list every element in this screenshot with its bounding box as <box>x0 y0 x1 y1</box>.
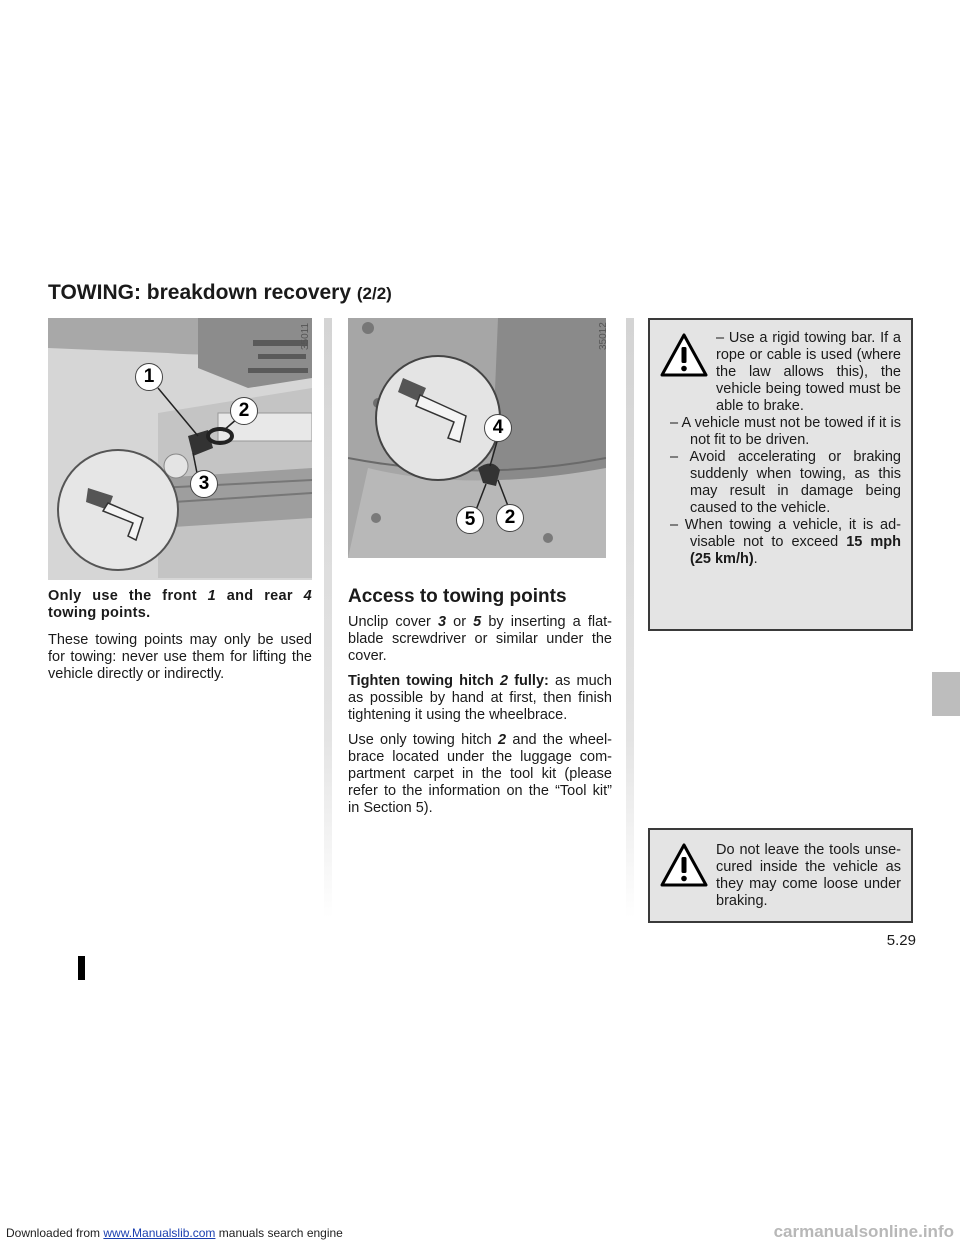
title-page-indicator: (2/2) <box>356 284 392 303</box>
warning-item-4-text: – When towing a vehicle, it is ad-visable not to exceed <box>670 517 901 550</box>
manualslib-link[interactable]: www.Manualslib.com <box>103 1226 216 1240</box>
warning-box-tools <box>648 828 913 923</box>
p1-ref-5: 5 <box>473 614 482 630</box>
intro-part-c: towing points. <box>48 605 151 621</box>
figure-code-left: 35011 <box>300 322 311 350</box>
speed-limit: 15 mph (25 km/h) <box>690 534 901 567</box>
tighten-hitch-para <box>348 673 612 724</box>
p3-ref-2: 2 <box>498 732 507 748</box>
unclip-cover-para <box>348 614 612 665</box>
p1-part-c: by inserting a flat-blade screwdriver or similar under the cover. <box>348 614 613 664</box>
intro-ref-1: 1 <box>207 588 216 604</box>
column-divider-2 <box>626 318 634 918</box>
section-tab <box>932 672 960 716</box>
intro-part-b: and rear <box>215 588 304 604</box>
p3-part-a: Use only towing hitch <box>348 732 499 748</box>
p2-bold: Tighten towing hitch <box>348 673 500 689</box>
footer-suffix: manuals search engine <box>215 1226 343 1240</box>
page-number: 5.29 <box>886 932 916 949</box>
footer-prefix: Downloaded from <box>6 1226 104 1240</box>
middle-column-text <box>348 586 612 817</box>
p2-bold-2: fully: <box>508 673 549 689</box>
callout-3-front: 3 <box>190 470 218 498</box>
callout-1-front: 1 <box>135 363 163 391</box>
access-instructions <box>348 614 612 817</box>
title-main: TOWING: breakdown recovery <box>48 281 357 304</box>
warning-item-3: – Avoid accelerating or braking suddenly when towing, as this may result in damage being caused to the vehicle. <box>670 449 901 516</box>
watermark: carmanualsonline.info <box>773 1222 954 1241</box>
warning-item-2: – A vehicle must not be towed if it is not fit to be driven. <box>670 415 901 448</box>
intro-part-a: Only use the front <box>48 588 208 604</box>
towing-points-intro <box>48 588 312 622</box>
p3-part-b: and the wheel-brace located under the luggage com-partment carpet in the tool kit (please refer to the information on the “Tool kit” in Section 5). <box>348 732 612 816</box>
figure-code-right: 35012 <box>598 322 609 350</box>
use-only-hitch-para <box>348 732 612 817</box>
towing-points-note: These towing points may only be used for towing: never use them for lifting the vehicle directly or indirectly. <box>48 632 312 682</box>
tools-warning-text: Do not leave the tools unse-cured inside the vehicle as they may come loose under braking. <box>716 842 901 909</box>
section-heading: Access to towing points <box>348 586 567 607</box>
warning-item-4 <box>660 517 901 568</box>
p1-ref-3: 3 <box>437 614 447 630</box>
p1-part-b: or <box>446 614 474 630</box>
column-divider-1 <box>324 318 332 918</box>
warning-triangle-icon <box>660 842 708 890</box>
intro-ref-4: 4 <box>303 588 312 604</box>
download-footer <box>6 1226 343 1240</box>
p2-rest: as much as possible by hand at first, then finish tightening it using the wheelbrace. <box>348 673 612 723</box>
warning-item-1-text: – Use a rigid towing bar. If a rope or cable is used (where the law allows this), the vehicle being towed must be able to brake. <box>716 330 901 414</box>
warning-list <box>660 330 901 568</box>
warning-box-towing <box>648 318 913 631</box>
p2-ref-2: 2 <box>499 673 509 689</box>
warning-item-4-end: . <box>753 551 758 567</box>
callout-5-rear: 5 <box>456 506 484 534</box>
callout-2-rear: 2 <box>496 504 524 532</box>
warning-item-1 <box>660 330 901 415</box>
callout-2-front: 2 <box>230 397 258 425</box>
left-column-text <box>48 588 312 683</box>
front-bumper-illustration <box>48 318 312 580</box>
margin-mark <box>78 956 85 980</box>
page-title <box>48 281 392 305</box>
figure-front-towing-point <box>48 318 312 580</box>
callout-4-rear: 4 <box>484 414 512 442</box>
p1-part-a: Unclip cover <box>348 614 438 630</box>
